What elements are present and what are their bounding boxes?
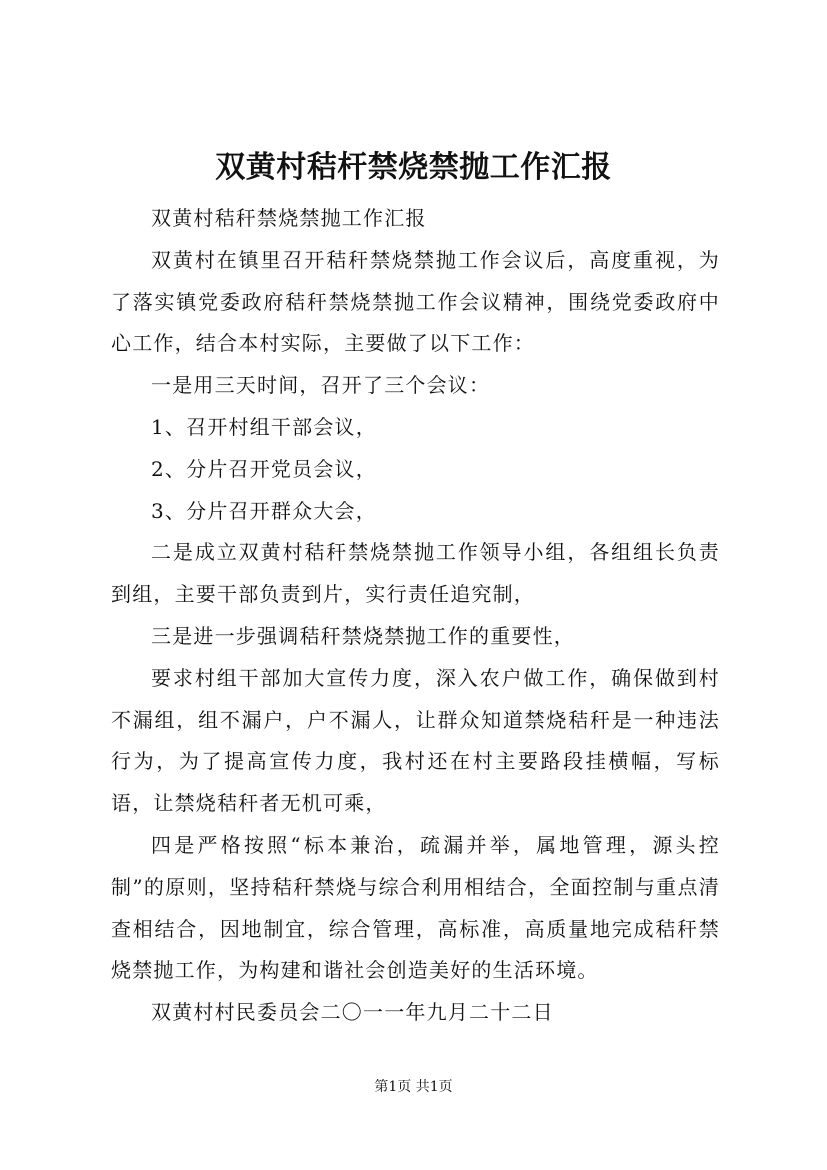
intro-paragraph: 双黄村在镇里召开秸秆禁烧禁抛工作会议后，高度重视，为了落实镇党委政府秸秆禁烧禁抛工作会议精神，围绕党委政府中心工作，结合本村实际，主要做了以下工作：	[111, 247, 720, 356]
publicity-paragraph: 要求村组干部加大宣传力度，深入农户做工作，确保做到村不漏组，组不漏户，户不漏人，让群众知道禁烧秸秆是一种违法行为，为了提高宣传力度，我村还在村主要路段挂横幅，写标语，让禁烧秸秆者无机可乘，	[111, 665, 720, 816]
point-two-paragraph: 二是成立双黄村秸秆禁烧禁抛工作领导小组，各组组长负责到组，主要干部负责到片，实行责任追究制，	[111, 540, 720, 607]
point-one-paragraph: 一是用三天时间，召开了三个会议：	[151, 373, 491, 398]
meeting-item-2: 2、分片召开党员会议，	[151, 456, 377, 481]
point-three-paragraph: 三是进一步强调秸秆禁烧禁抛工作的重要性，	[151, 623, 575, 648]
meeting-item-1: 1、召开村组干部会议，	[151, 414, 377, 439]
meeting-item-3: 3、分片召开群众大会，	[151, 498, 377, 523]
signature-date-paragraph: 双黄村村民委员会二〇一一年九月二十二日	[151, 1000, 554, 1025]
document-title: 双黄村秸杆禁烧禁抛工作汇报	[215, 150, 612, 185]
page-number-footer: 第1页 共1页	[374, 1079, 453, 1095]
subtitle-paragraph: 双黄村秸秆禁烧禁抛工作汇报	[151, 206, 427, 230]
point-four-paragraph: 四是严格按照“标本兼治，疏漏并举，属地管理，源头控制”的原则，坚持秸秆禁烧与综合利用相结合，全面控制与重点清查相结合，因地制宜，综合管理，高标准，高质量地完成秸秆禁烧禁抛工作，为构建和谐社会创造美好的生活环境。	[111, 832, 720, 983]
document-body	[111, 198, 720, 1034]
